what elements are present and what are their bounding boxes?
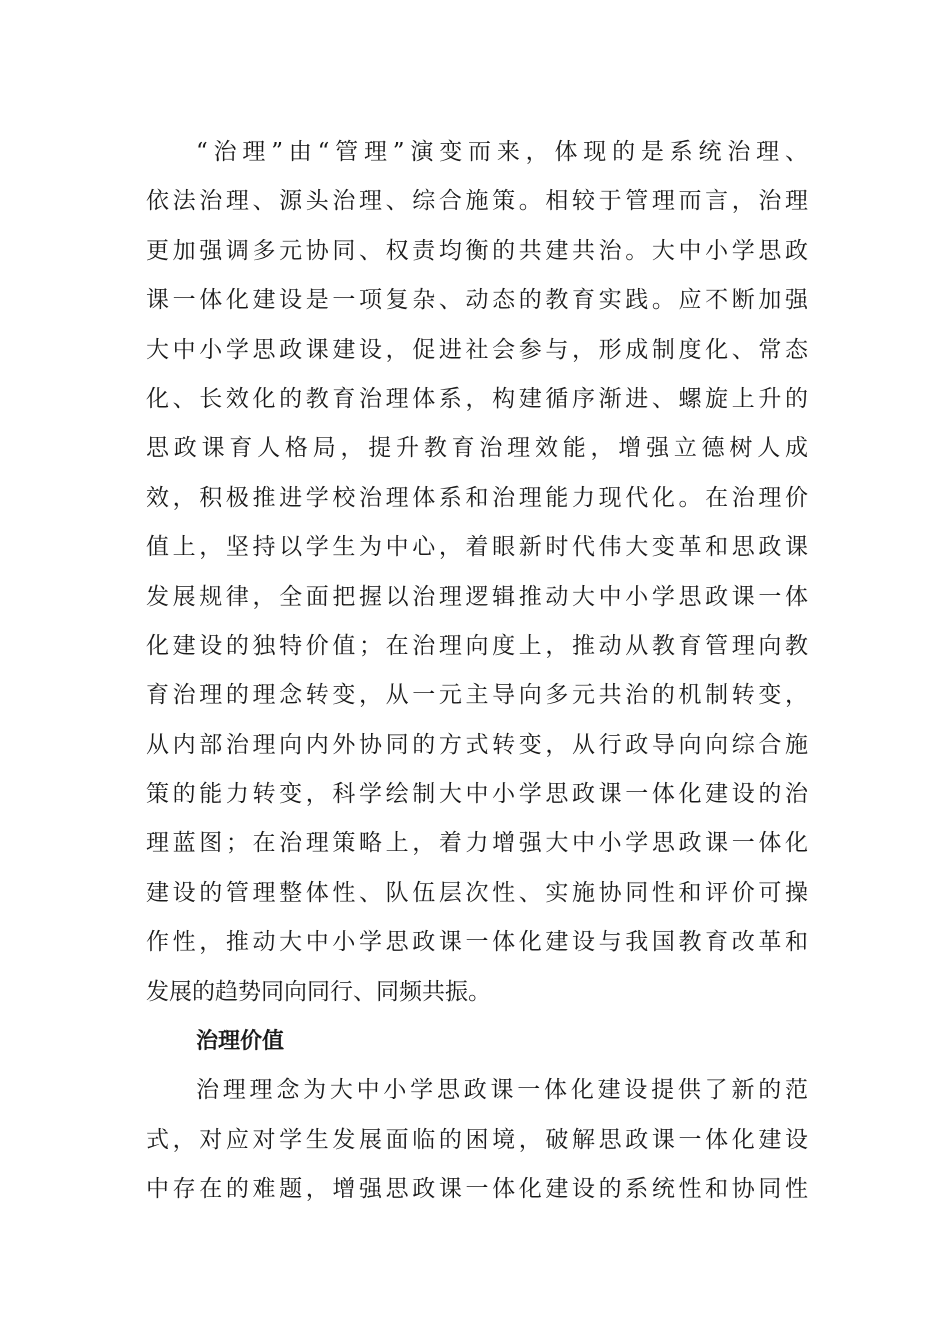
text-line: 课一体化建设是一项复杂、动态的教育实践。应不断加强 <box>146 287 808 314</box>
text-line: 发展的趋势同向同行、同频共振。 <box>146 978 491 1005</box>
text-line: 值上，坚持以学生为中心，着眼新时代伟大变革和思政课 <box>146 534 808 561</box>
text-line: 依法治理、源头治理、综合施策。相较于管理而言，治理 <box>146 188 808 215</box>
text-line: 大中小学思政课建设，促进社会参与，形成制度化、常态 <box>146 336 808 363</box>
text-line: 式，对应对学生发展面临的困境，破解思政课一体化建设 <box>146 1126 808 1153</box>
document-body <box>146 128 808 1215</box>
text-line: 育治理的理念转变，从一元主导向多元共治的机制转变， <box>146 682 808 709</box>
text-line: 化、长效化的教育治理体系，构建循序渐进、螺旋上升的 <box>146 385 808 412</box>
text-line: 中存在的难题，增强思政课一体化建设的系统性和协同性 <box>146 1176 808 1203</box>
text-line: 理蓝图；在治理策略上，着力增强大中小学思政课一体化 <box>146 830 808 857</box>
text-line: 治理理念为大中小学思政课一体化建设提供了新的范 <box>196 1077 808 1104</box>
text-line: 发展规律，全面把握以治理逻辑推动大中小学思政课一体 <box>146 583 808 610</box>
text-line: 建设的管理整体性、队伍层次性、实施协同性和评价可操 <box>146 879 808 906</box>
text-line: 化建设的独特价值；在治理向度上，推动从教育管理向教 <box>146 632 808 659</box>
text-line: 效，积极推进学校治理体系和治理能力现代化。在治理价 <box>146 484 808 511</box>
paragraph-2 <box>146 1066 808 1214</box>
text-line: 作性，推动大中小学思政课一体化建设与我国教育改革和 <box>146 929 808 956</box>
text-line: 更加强调多元协同、权责均衡的共建共治。大中小学思政 <box>146 237 808 264</box>
text-line: 从内部治理向内外协同的方式转变，从行政导向向综合施 <box>146 731 808 758</box>
text-line: “治理”由“管理”演变而来，体现的是系统治理、 <box>196 139 808 165</box>
text-line: 策的能力转变，科学绘制大中小学思政课一体化建设的治 <box>146 781 808 808</box>
section-heading: 治理价值 <box>196 1029 285 1055</box>
paragraph-1 <box>146 128 808 1017</box>
text-line: 思政课育人格局，提升教育治理效能，增强立德树人成 <box>146 435 808 462</box>
